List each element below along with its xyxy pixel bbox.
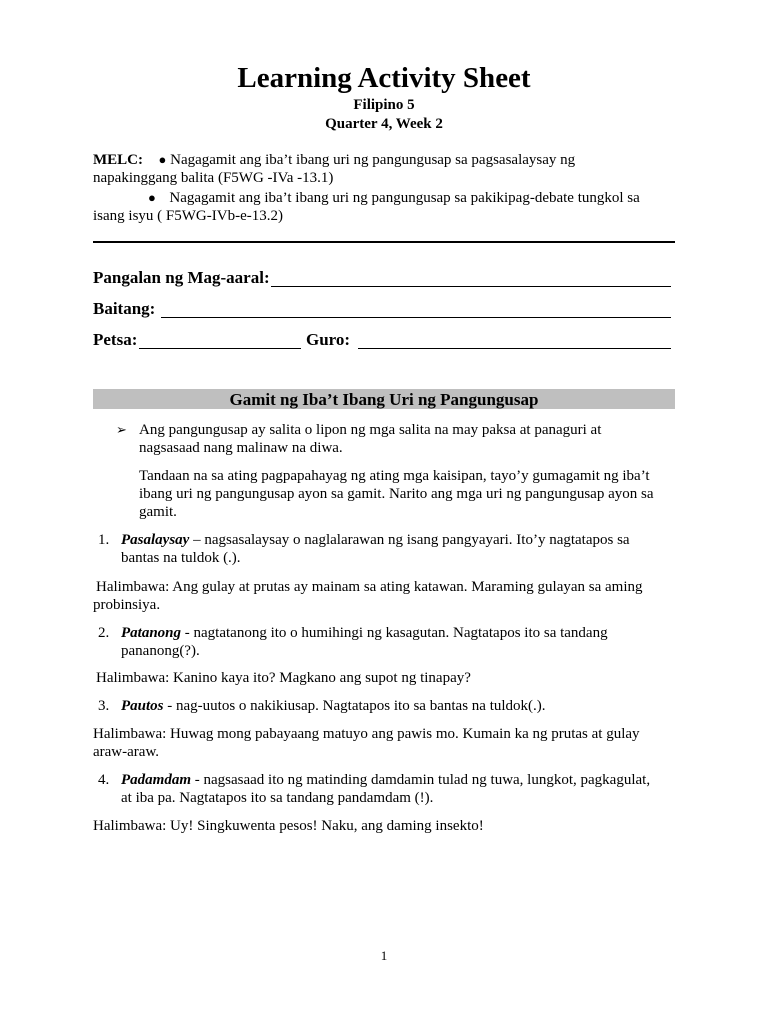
date-line[interactable] [139,348,301,349]
teacher-line[interactable] [358,348,671,349]
intro-line-1: Ang pangungusap ay salita o lipon ng mga salita na may paksa at panaguri at [139,422,602,438]
name-label: Pangalan ng Mag-aaral: [93,268,270,287]
intro-p2-line-3: gamit. [139,504,177,520]
item-2-desc-line-1: Patanong - nagtatanong ito o humihingi ng kasagutan. Nagtatapos ito sa tandang [121,625,608,641]
item-4-example-line-1: Halimbawa: Uy! Singkuwenta pesos! Naku, ang daming insekto! [93,818,484,834]
melc-item-2-line-2: isang isyu ( F5WG-IVb-e-13.2) [93,208,283,224]
item-3-desc-line-1: Pautos - nag-uutos o nakikiusap. Nagtatapos ito sa bantas na tuldok(.). [121,698,546,714]
quarter-label: Quarter 4, Week 2 [325,116,443,132]
item-4-desc-line-2: at iba pa. Nagtatapos ito sa tandang pandamdam (!). [121,790,434,806]
item-2-example-line-1: Halimbawa: Kanino kaya ito? Magkano ang supot ng tinapay? [96,670,471,686]
page-title: Learning Activity Sheet [237,62,531,94]
item-2-desc-line-2: pananong(?). [121,643,200,659]
item-3-example-line-2: araw-araw. [93,744,160,760]
teacher-label: Guro: [306,330,351,349]
item-3-example-line-1: Halimbawa: Huwag mong pabayaang matuyo ang pawis mo. Kumain ka ng prutas at gulay [93,726,640,742]
grade-label: Baitang: [93,299,156,318]
item-1-example-line-2: probinsiya. [93,597,161,613]
arrow-bullet-icon: ➢ [116,422,127,437]
item-4-term: Padamdam [121,772,191,788]
page-number: 1 [380,948,388,963]
section-heading: Gamit ng Iba’t Ibang Uri ng Pangungusap [93,389,675,409]
intro-line-2: nagsasaad nang malinaw na diwa. [139,440,343,456]
item-4-number: 4. [98,772,110,788]
grade-field[interactable] [93,298,673,320]
name-field[interactable] [93,267,673,289]
date-label: Petsa: [93,330,138,349]
date-teacher-field[interactable] [93,329,673,351]
bullet-icon: ● [148,190,156,205]
item-1-example-line-1: Halimbawa: Ang gulay at prutas ay mainam sa ating katawan. Maraming gulayan sa aming [96,579,643,595]
subject-label: Filipino 5 [353,97,415,113]
item-3-term: Pautos [121,698,164,714]
intro-p2-line-2: ibang uri ng pangungusap ayon sa gamit. Narito ang mga uri ng pangungusap ayon sa [139,486,654,502]
melc-label: MELC: [93,152,143,168]
intro-p2-line-1: Tandaan na sa ating pagpapahayag ng ating mga kaisipan, tayo’y gumagamit ng iba’t [139,468,650,484]
item-1-desc-line-1: Pasalaysay – nagsasalaysay o naglalarawan ng isang pangyayari. Ito’y nagtatapos sa [121,532,630,548]
item-2-term: Patanong [121,625,182,641]
item-4-desc-line-1: Padamdam - nagsasaad ito ng matinding damdamin tulad ng tuwa, lungkot, pagkagulat, [121,772,651,788]
melc-item-1-line-1: MELC: ● Nagagamit ang iba’t ibang uri ng pangungusap sa pagsasalaysay ng [93,152,576,168]
bullet-icon: ● [158,152,167,167]
item-1-number: 1. [98,532,110,548]
name-line[interactable] [271,286,671,287]
header-divider [93,241,675,243]
melc-item-1-line-2: napakinggang balita (F5WG -IVa -13.1) [93,170,334,186]
item-1-term: Pasalaysay [121,532,190,548]
item-1-desc-line-2: bantas na tuldok (.). [121,550,241,566]
grade-line[interactable] [161,317,671,318]
item-3-number: 3. [98,698,110,714]
melc-item-2-line-1: ● Nagagamit ang iba’t ibang uri ng pangungusap sa pakikipag-debate tungkol sa [148,190,640,206]
item-2-number: 2. [98,625,110,641]
